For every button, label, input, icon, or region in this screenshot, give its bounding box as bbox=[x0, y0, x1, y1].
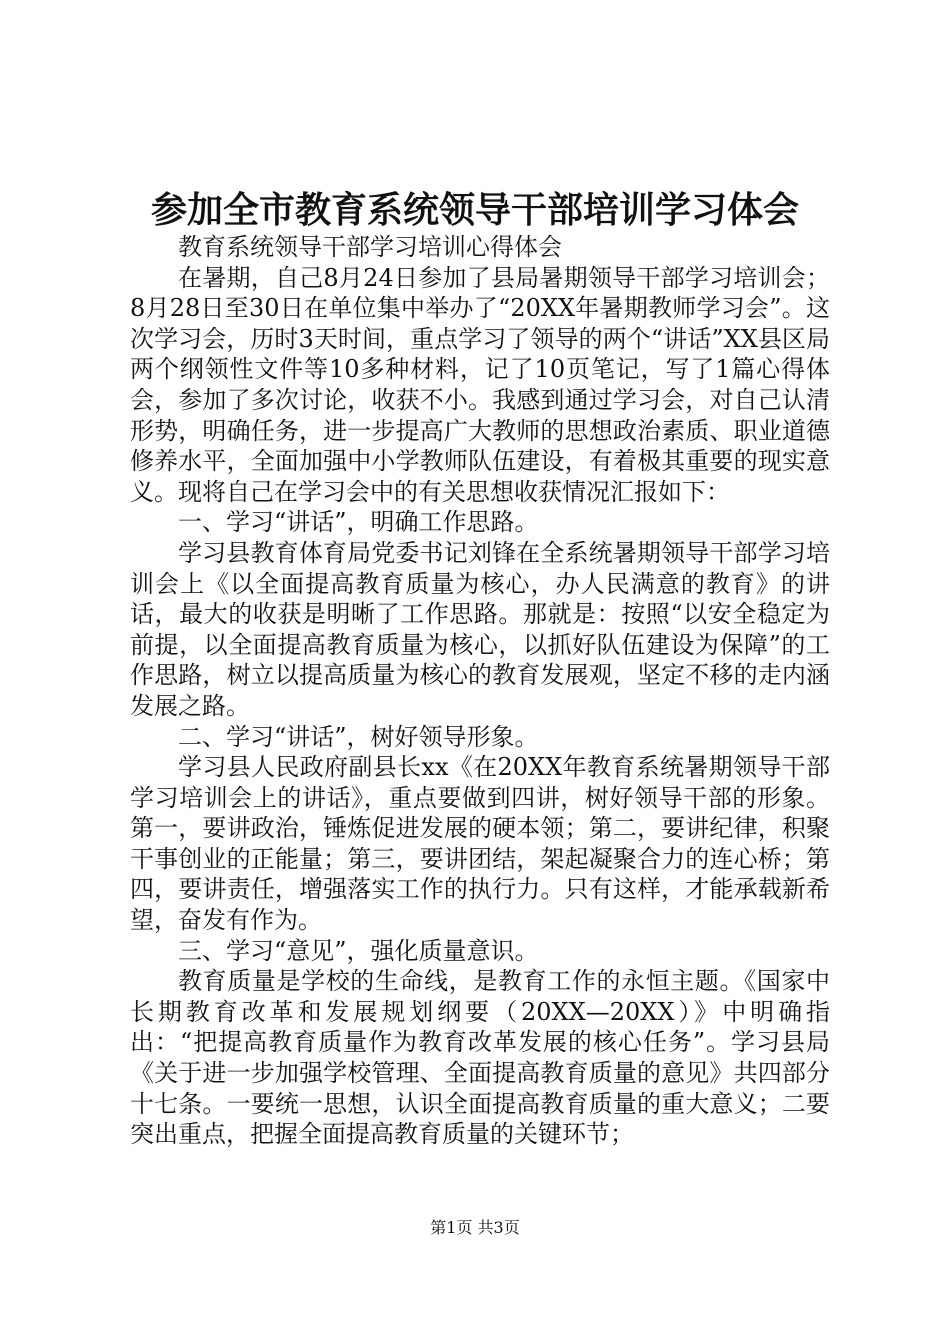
paragraph-section-2: 学习县人民政府副县长xx《在20XX年教育系统暑期领导干部学习培训会上的讲话》，重点要做到四讲，树好领导干部的形象。第一，要讲政治，锤炼促进发展的硬本领；第二，要讲纪律，积聚干事创业的正能量；第三，要讲团结，架起凝聚合力的连心桥；第四，要讲责任，增强落实工作的执行力。只有这样，才能承载新希望，奋发有作为。 bbox=[130, 753, 830, 935]
page-footer: 第1页 共3页 bbox=[430, 1218, 520, 1237]
document-body bbox=[130, 232, 830, 1150]
section-heading-1: 一、学习“讲话”，明确工作思路。 bbox=[178, 508, 539, 537]
paragraph-section-1: 学习县教育体育局党委书记刘锋在全系统暑期领导干部学习培训会上《以全面提高教育质量为核心，办人民满意的教育》的讲话，最大的收获是明晰了工作思路。那就是：按照“以安全稳定为前提，以全面提高教育质量为核心，以抓好队伍建设为保障”的工作思路，树立以提高质量为核心的教育发展观，坚定不移的走内涵发展之路。 bbox=[130, 538, 830, 720]
paragraph-section-3: 教育质量是学校的生命线，是教育工作的永恒主题。《国家中长期教育改革和发展规划纲要（20XX—20XX）》中明确指出：“把提高教育质量作为教育改革发展的核心任务”。学习县局《关于进一步加强学校管理、全面提高教育质量的意见》共四部分十七条。一要统一思想，认识全面提高教育质量的重大意义；二要突出重点，把握全面提高教育质量的关键环节； bbox=[130, 967, 830, 1149]
section-heading-3: 三、学习“意见”，强化质量意识。 bbox=[178, 936, 539, 965]
document-title: 参加全市教育系统领导干部培训学习体会 bbox=[150, 189, 799, 231]
paragraph-subtitle: 教育系统领导干部学习培训心得体会 bbox=[178, 233, 562, 261]
paragraph-intro: 在暑期，自己8月24日参加了县局暑期领导干部学习培训会；8月28日至30日在单位集中举办了“20XX年暑期教师学习会”。这次学习会，历时3天时间，重点学习了领导的两个“讲话”XX县区局两个纲领性文件等10多种材料，记了10页笔记，写了1篇心得体会，参加了多次讨论，收获不小。我感到通过学习会，对自己认清形势，明确任务，进一步提高广大教师的思想政治素质、职业道德修养水平，全面加强中小学教师队伍建设，有着极其重要的现实意义。现将自己在学习会中的有关思想收获情况汇报如下： bbox=[130, 263, 830, 506]
section-heading-2: 二、学习“讲话”，树好领导形象。 bbox=[178, 722, 539, 751]
